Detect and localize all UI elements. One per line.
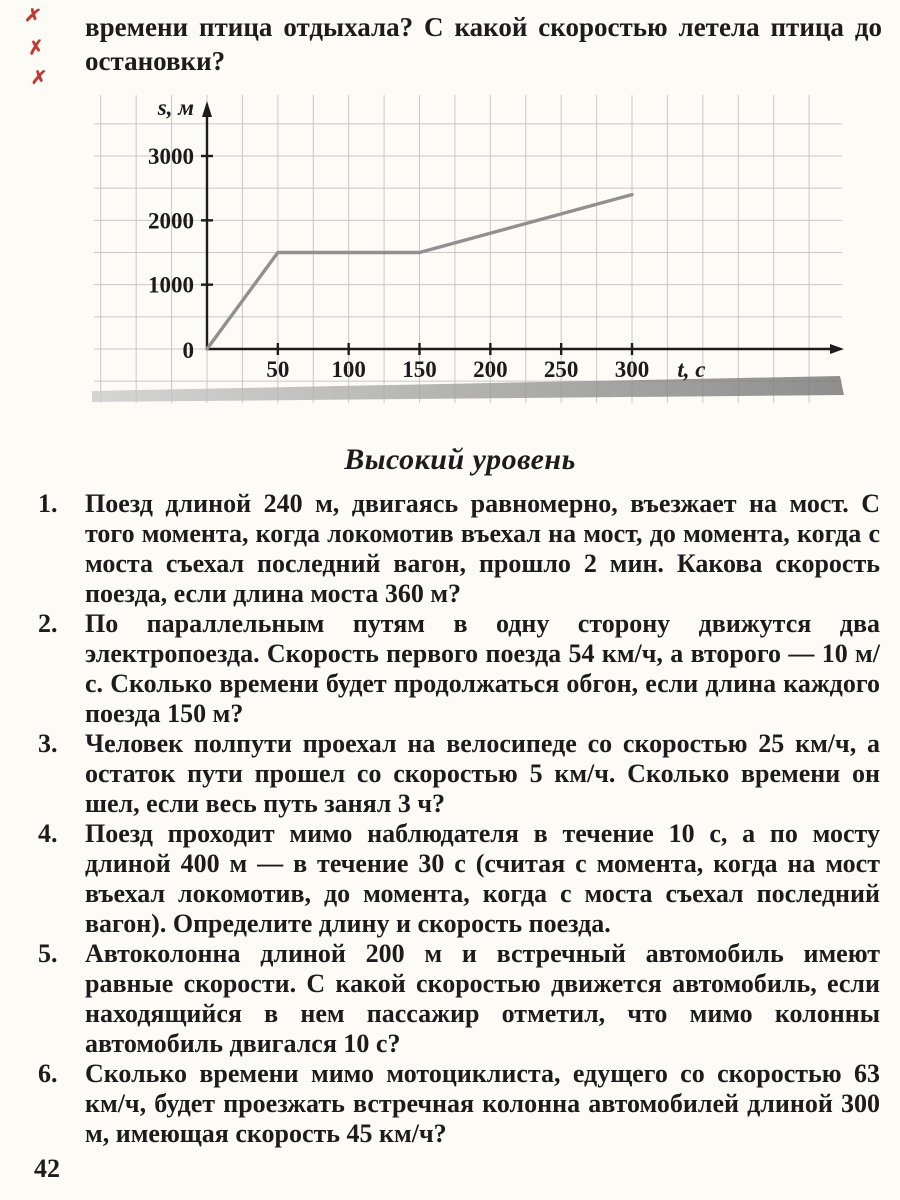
red-edge-mark-icon: ✗ [23, 4, 43, 29]
problem-list [0, 489, 900, 1149]
tick-labels [148, 144, 649, 382]
problem-item [38, 488, 880, 609]
problem-number: 6. [38, 1058, 58, 1088]
svg-text:3000: 3000 [148, 143, 194, 169]
page-number: 42 [34, 1154, 60, 1183]
problem-item [38, 938, 880, 1059]
problem-text: Сколько времени мимо мотоциклиста, едущего со скоростью 63 км/ч, будет проезжать встречная колонна автомобилей длиной 300 м, имеющая скорость 45 км/ч? [85, 1058, 880, 1148]
svg-text:150: 150 [402, 356, 437, 382]
red-edge-mark-icon: ✗ [30, 67, 48, 90]
problem-number: 4. [38, 818, 58, 848]
problem-text: Поезд длиной 240 м, двигаясь равномерно, въезжает на мост. С того момента, когда локомотив въехал на мост, до момента, когда с моста съехал последний вагон, прошло 2 мин. Какова скорость поезда, если длина моста 360 м? [85, 488, 880, 608]
svg-text:200: 200 [473, 356, 508, 382]
red-edge-mark-icon: ✗ [26, 37, 45, 60]
svg-text:300: 300 [614, 356, 650, 382]
problem-item [38, 608, 880, 729]
problem-text: Поезд проходит мимо наблюдателя в течение 10 с, а по мосту длиной 400 м — в течение 30 с (считая с момента, когда на мост въехал локомотив, до момента, когда с моста съехал последний вагон). Определите длину и скорость поезда. [85, 818, 880, 938]
svg-text:100: 100 [331, 356, 366, 382]
distance-time-graph [92, 89, 852, 411]
x-axis-arrow-icon [830, 344, 844, 354]
problem-item [38, 728, 880, 819]
svg-text:250: 250 [543, 356, 579, 382]
problem-item [38, 818, 880, 939]
svg-text:0: 0 [182, 337, 194, 363]
problem-item [38, 1058, 880, 1149]
problem-text: Автоколонна длиной 200 м и встречный автомобиль имеют равные скорости. С какой скоростью движется автомобиль, если находящийся в нем пассажир отметил, что мимо колонны автомобиль двигался 10 с? [85, 938, 880, 1058]
svg-text:2000: 2000 [148, 207, 194, 233]
intro-question: времени птица отдыхала? С какой скоростью летела птица до остановки? [85, 12, 882, 77]
problem-text: По параллельным путям в одну сторону движутся два электропоезда. Скорость первого поезда 54 км/ч, а второго — 10 м/с. Сколько времени будет продолжаться обгон, если длина каждого поезда 150 м? [85, 608, 880, 728]
scan-shadow-artifact [92, 376, 844, 402]
problem-text: Человек полпути проехал на велосипеде со скоростью 25 км/ч, а остаток пути прошел со скоростью 5 км/ч. Сколько времени он шел, если весь путь занял 3 ч? [85, 728, 880, 818]
distance-time-chart [92, 89, 852, 411]
section-title: Высокий уровень [344, 442, 576, 476]
problem-number: 3. [38, 728, 58, 758]
problem-number: 1. [38, 488, 58, 518]
problem-number: 2. [38, 608, 58, 638]
axes [207, 115, 830, 349]
y-axis-arrow-icon [202, 101, 212, 117]
svg-text:50: 50 [266, 356, 290, 382]
tick-marks [201, 156, 632, 355]
svg-text:1000: 1000 [148, 272, 194, 298]
x-axis-label: t, с [677, 356, 706, 382]
y-axis-label: s, м [157, 94, 194, 120]
problem-number: 5. [38, 938, 58, 968]
